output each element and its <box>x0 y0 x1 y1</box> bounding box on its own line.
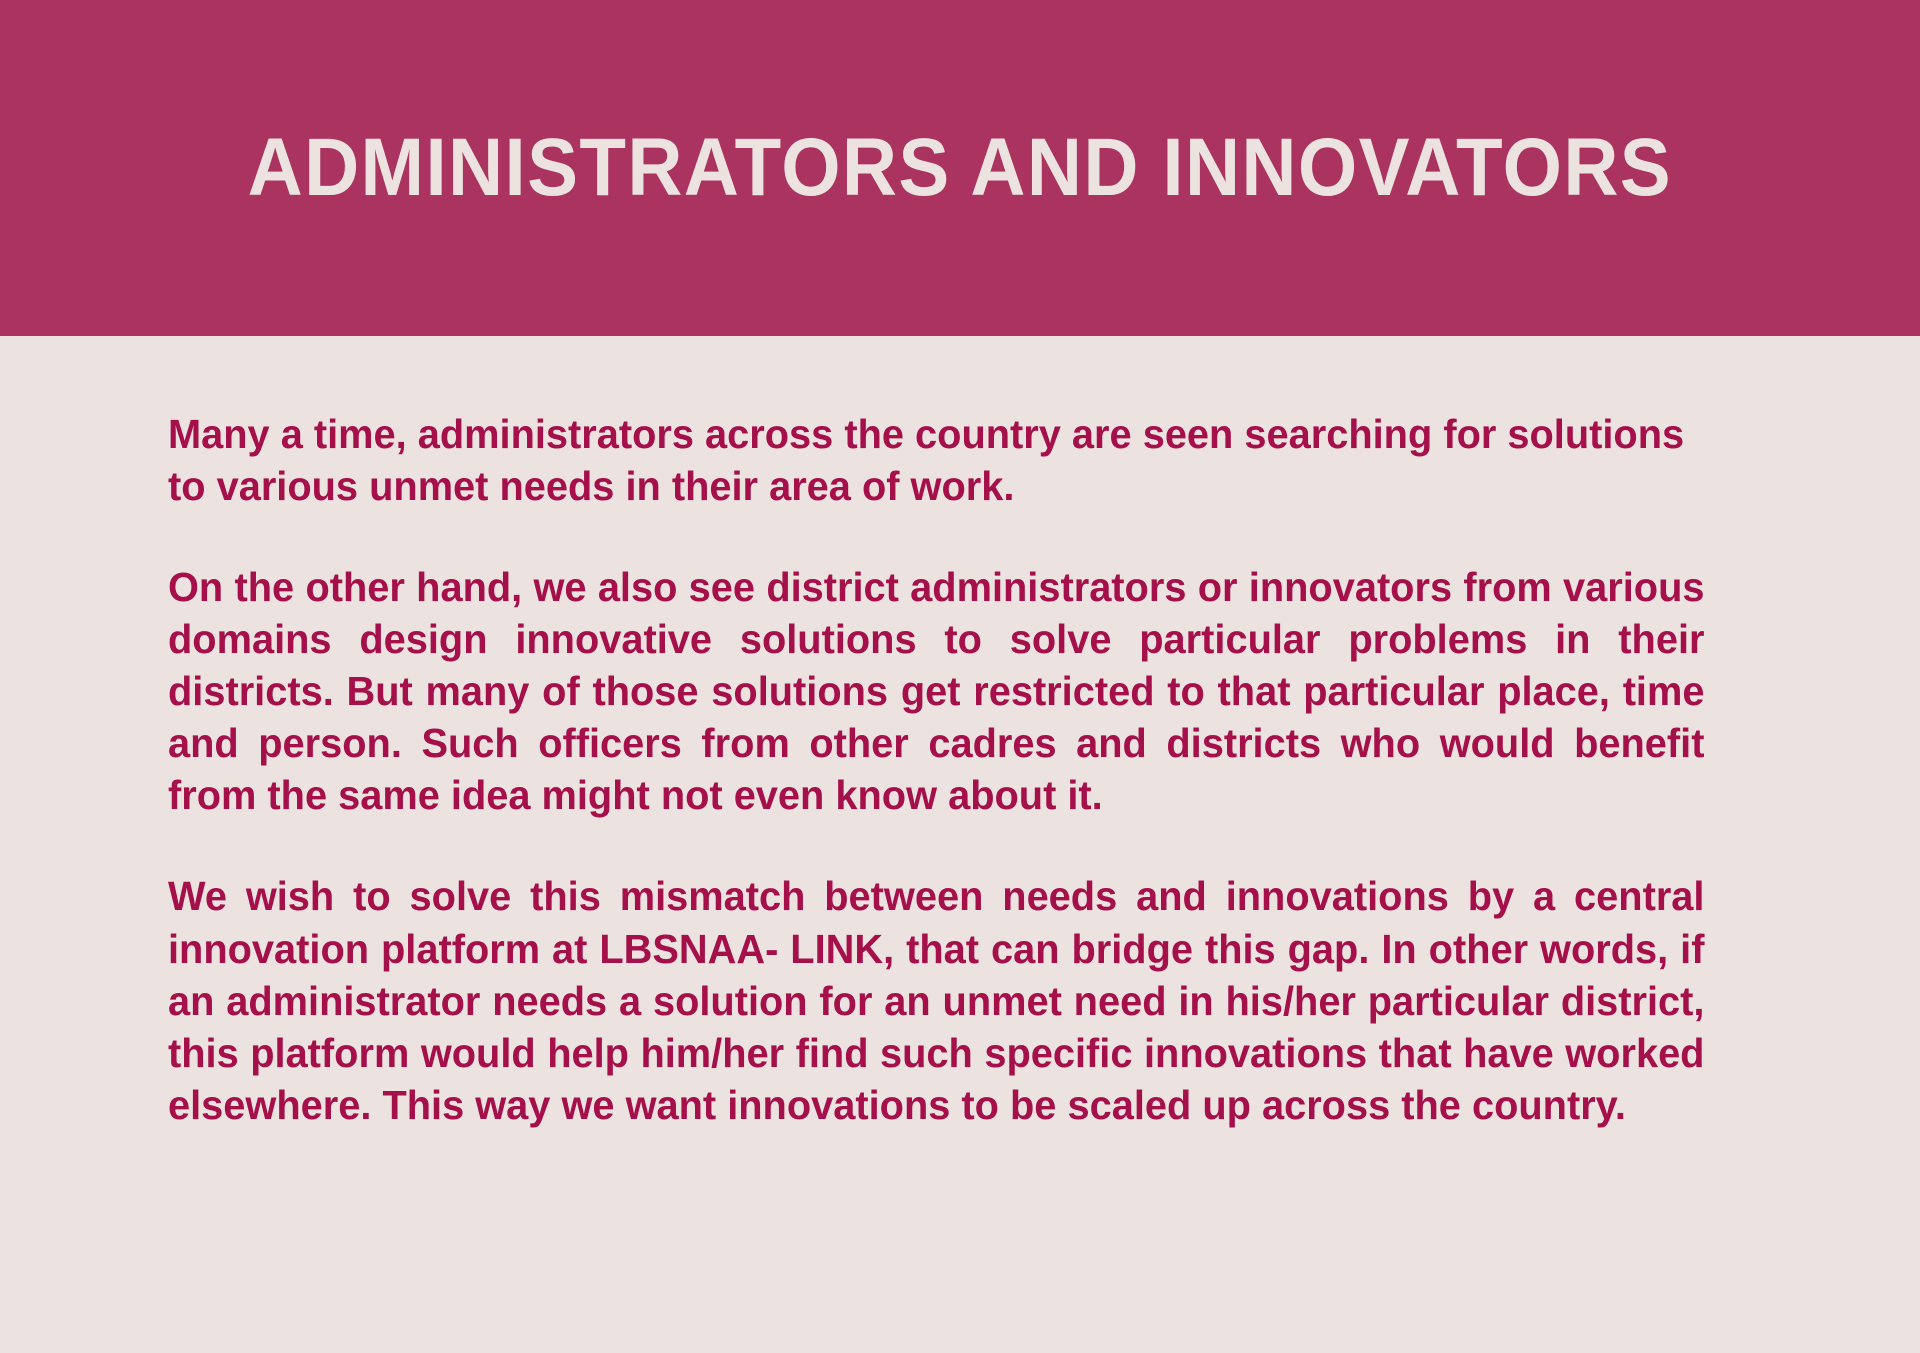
header-band <box>0 0 1920 336</box>
page-title: ADMINISTRATORS AND INNOVATORS <box>247 122 1673 213</box>
paragraph-1: Many a time, administrators across the country are seen searching for solutions to various unmet needs in their area of work. <box>168 411 1685 510</box>
body-content <box>0 336 1920 1353</box>
paragraph-2: On the other hand, we also see district administrators or innovators from various domains design innovative solutions to solve particular problems in their districts. But many of those solutions get restricted to that particular place, time and person. Such officers from other cadres and districts who would benefit from the same idea might not even know about it. <box>168 564 1705 819</box>
paragraph-3: We wish to solve this mismatch between needs and innovations by a central innovation platform at LBSNAA- LINK, that can bridge this gap. In other words, if an administrator needs a solution for an unmet need in his/her particular district, this platform would help him/her find such specific innovations that have worked elsewhere. This way we want innovations to be scaled up across the country. <box>168 873 1705 1128</box>
